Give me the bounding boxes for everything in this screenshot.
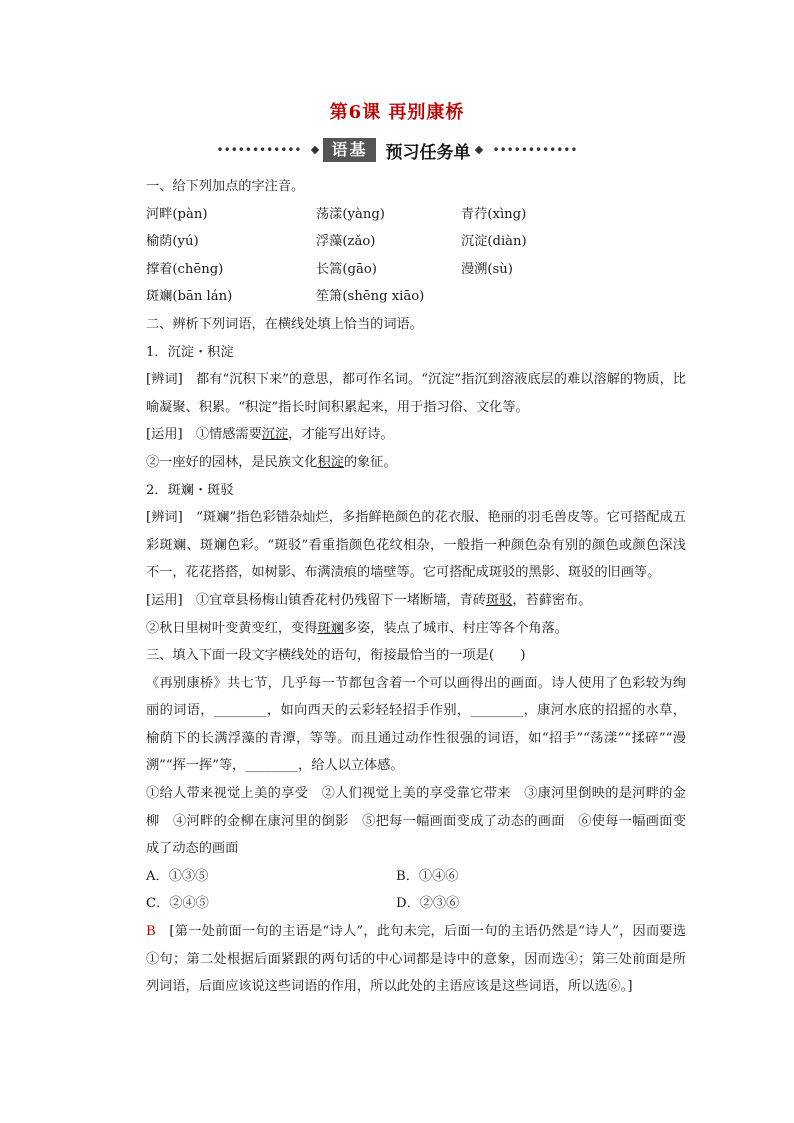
item-2-usage-1	[146, 587, 686, 615]
section-3-heading: 三、填入下面一段文字横线处的语句，衔接最恰当的一项是( )	[146, 648, 526, 664]
item-1-usage-2	[146, 449, 686, 477]
pinyin-row	[146, 228, 686, 256]
banner-tag: 语基	[323, 138, 375, 162]
banner-dots-right: ••••••••••••	[492, 143, 578, 157]
pinyin-item: 浮藻(zǎo)	[316, 234, 376, 250]
diamond-icon	[311, 146, 319, 154]
usage-text: ②一座好的园林，是民族文化	[146, 454, 318, 470]
item-2-title: 2．斑斓・斑驳	[146, 482, 234, 498]
usage-answer-word: 积淀	[317, 454, 344, 470]
usage-text: 多姿，装点了城市、村庄等各个角落。	[343, 620, 568, 636]
option-b: B．①④⑥	[396, 868, 459, 884]
content-body	[146, 173, 686, 1001]
pinyin-item: 斑斓(bān lán)	[146, 289, 233, 305]
item-1-usage-1	[146, 421, 686, 449]
usage-answer-word: 斑驳	[485, 592, 513, 608]
pinyin-item	[461, 283, 686, 311]
pinyin-item: 青荇(xìng)	[461, 206, 527, 222]
question-passage: 《再别康桥》共七节，几乎每一节都包含着一个可以画得出的画面。诗人使用了色彩较为绚丽的词语，________，如向西天的云彩轻轻招手作别，________，康河水底的招摇的水草，榆荫下的长满浮藻的青潭，等等。而且通过动作性很强的词语，如“招手”“荡漾”“揉碎”“漫溯”“挥一挥”等，________，给人以立体感。	[146, 675, 686, 774]
lesson-title: 第6课 再别康桥	[329, 102, 465, 123]
pinyin-row	[146, 201, 686, 229]
option-d: D．②③⑥	[396, 896, 460, 912]
item-1-explanation: [辨词] 都有“沉积下来”的意思，都可作名词。“沉淀”指沉到溶液底层的难以溶解的物质，比喻凝聚、积累。“积淀”指长时间积累起来，用于指习俗、文化等。	[146, 372, 686, 415]
option-c: C．②④⑤	[146, 896, 209, 912]
banner-dots-left: ••••••••••••	[216, 143, 302, 157]
pinyin-item: 撑着(chēng)	[146, 261, 224, 277]
section-2-heading: 二、辨析下列词语，在横线处填上恰当的词语。	[146, 316, 423, 332]
item-1-title: 1．沉淀・积淀	[146, 344, 234, 360]
pinyin-item: 长篙(gāo)	[316, 261, 377, 277]
usage-text: ，苔藓密布。	[512, 592, 592, 608]
usage-answer-word: 沉淀	[261, 427, 289, 443]
answer-letter: B	[146, 924, 156, 940]
pinyin-item: 漫溯(sù)	[461, 261, 513, 277]
pinyin-item: 榆荫(yú)	[146, 234, 199, 250]
diamond-icon	[474, 146, 482, 154]
options-row	[146, 863, 686, 891]
answer-explanation	[146, 918, 686, 1001]
usage-answer-word: 斑斓	[317, 620, 344, 636]
pinyin-row	[146, 283, 686, 311]
section-1-heading: 一、给下列加点的字注音。	[146, 179, 305, 194]
item-2-usage-2	[146, 615, 686, 643]
option-a: A．①③⑤	[146, 868, 209, 884]
pinyin-item: 河畔(pàn)	[146, 206, 208, 222]
usage-text: ②秋日里树叶变黄变红，变得	[146, 620, 318, 636]
pinyin-row	[146, 256, 686, 284]
options-row	[146, 890, 686, 918]
usage-text: ，才能写出好诗。	[288, 427, 394, 443]
banner-heading: 预习任务单	[385, 142, 471, 163]
item-2-explanation: [辨词] “斑斓”指色彩错杂灿烂，多指鲜艳颜色的花衣服、艳丽的羽毛兽皮等。它可搭配成五彩斑斓、斑斓色彩。“斑驳”看重指颜色花纹相杂，一般指一种颜色杂有别的颜色或颜色深浅不一，花花搭搭，如树影、布满渍痕的墙壁等。它可搭配成斑驳的黑影、斑驳的旧画等。	[146, 510, 686, 581]
usage-text: [运用] ①情感需要	[146, 427, 262, 443]
usage-text: [运用] ①宜章县杨梅山镇香花村仍残留下一堵断墙，青砖	[146, 592, 486, 608]
question-choices: ①给人带来视觉上美的享受 ②人们视觉上美的享受靠它带来 ③康河里倒映的是河畔的金柳 ④河畔的金柳在康河里的倒影 ⑤把每一幅画面变成了动态的画面 ⑥使每一幅画面变成了动态的画面	[146, 786, 686, 857]
section-banner	[0, 138, 794, 162]
usage-text: 的象征。	[343, 454, 397, 470]
pinyin-item: 笙箫(shēng xiāo)	[316, 289, 425, 305]
answer-text: [第一处前面一句的主语是“诗人”，此句未完，后面一句的主语仍然是“诗人”，因而要选①句；第二处根据后面紧跟的两句话的中心词都是诗中的意象，因而选④；第三处前面是所列词语，后面应该说这些词语的作用，所以此处的主语应该是这些词语，所以选⑥。]	[146, 924, 687, 995]
pinyin-item: 荡漾(yàng)	[316, 206, 385, 222]
pinyin-item: 沉淀(diàn)	[461, 234, 527, 250]
